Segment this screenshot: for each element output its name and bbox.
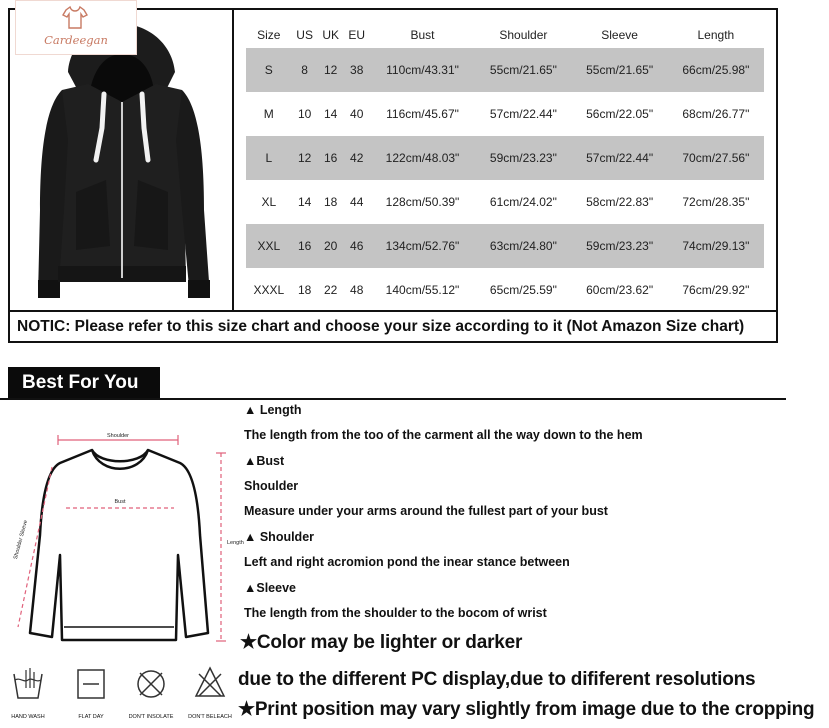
cell-length: 72cm/28.35" [682,195,750,209]
instruction-heading-sleeve: ▲Sleeve [244,581,296,595]
cell-bust: 134cm/52.76" [370,224,476,268]
cell-shoulder: 61cm/24.02" [489,195,557,209]
bust-label: Bust [114,499,126,505]
no-bleach-icon [196,668,224,696]
cell-us: 8 [292,48,318,92]
shoulder-sleeve-label: Shoulder Sleeve [12,519,30,561]
cell-size: S [246,48,292,92]
cell-size: XXL [246,224,292,268]
table-row [246,180,764,224]
cell-eu: 48 [350,283,364,297]
section-divider [0,398,786,400]
hoodie-image [10,10,232,310]
header-shoulder: Shoulder [499,28,548,42]
cell-bust: 110cm/43.31" [370,48,476,92]
best-for-you-banner: Best For You [8,367,160,398]
cell-bust: 140cm/55.12" [385,283,460,297]
cell-us: 12 [292,136,318,180]
display-note: due to the different PC display,due to dififerent resolutions [238,669,756,690]
cell-sleeve: 60cm/23.62" [586,283,654,297]
cell-uk: 14 [323,107,338,121]
instruction-heading-length: ▲ Length [244,403,302,417]
sweater-outline [30,450,208,640]
cell-sleeve: 57cm/22.44" [571,136,667,180]
table-row [246,224,764,268]
size-table-cell [234,10,780,310]
cell-shoulder: 59cm/23.23" [475,136,571,180]
cell-eu: 38 [344,48,370,92]
measurement-instructions [238,401,829,728]
cell-length: 66cm/25.98" [668,48,764,92]
care-label: HAND WASH [11,714,45,720]
header-bust: Bust [410,28,435,42]
cell-length: 76cm/29.92" [682,283,750,297]
cell-length: 70cm/27.56" [668,136,764,180]
instruction-heading-bust: ▲Bust [244,454,285,468]
cell-shoulder: 55cm/21.65" [475,48,571,92]
color-note: ★Color may be lighter or darker [240,632,523,653]
cell-uk: 20 [318,224,344,268]
header-us: US [296,28,313,42]
cell-size: M [263,107,274,121]
brand-logo [15,0,137,55]
size-table-header-row [246,22,764,48]
hand-wash-icon [14,668,42,698]
size-notice: NOTIC: Please refer to this size chart and choose your size according to it (Not Amazon Size chart) [10,310,776,341]
cell-uk: 16 [318,136,344,180]
instruction-text: Shoulder [244,479,299,493]
cell-us: 14 [297,195,312,209]
cell-sleeve: 55cm/21.65" [571,48,667,92]
print-note: ★Print position may vary slightly from image due to the cropping [238,699,815,720]
cell-shoulder: 57cm/22.44" [489,107,557,121]
cell-shoulder: 65cm/25.59" [489,283,557,297]
cell-shoulder: 63cm/24.80" [475,224,571,268]
cell-uk: 18 [323,195,338,209]
cell-bust: 122cm/48.03" [370,136,476,180]
header-eu: EU [348,28,366,42]
cell-uk: 12 [318,48,344,92]
instruction-text: The length from the too of the carment all the way down to the hem [244,428,643,442]
cell-eu: 40 [350,107,364,121]
cell-us: 18 [297,283,312,297]
header-length: Length [697,28,735,42]
cell-length: 74cm/29.13" [668,224,764,268]
cell-us: 10 [297,107,312,121]
cell-bust: 116cm/45.67" [386,107,459,121]
shoulder-label: Shoulder [106,433,130,439]
header-size: Size [257,28,281,42]
no-sun-icon [138,671,164,697]
cell-eu: 42 [344,136,370,180]
table-row [246,92,764,136]
cell-sleeve: 59cm/23.23" [571,224,667,268]
instruction-text: Measure under your arms around the fullest part of your bust [244,504,608,518]
table-row [246,48,764,92]
length-label: Length [227,540,244,546]
care-label: FLAT DAY [78,714,104,720]
care-label: DON'T INSOLATE [128,714,174,720]
size-table [246,22,764,312]
instruction-heading-shoulder: ▲ Shoulder [244,530,315,544]
size-chart-panel [8,8,778,343]
cell-eu: 46 [344,224,370,268]
header-sleeve: Sleeve [601,28,638,42]
shirt-icon [62,4,88,30]
table-row [246,268,764,312]
brand-name: Cardeegan [44,33,108,47]
care-icons [0,662,240,728]
cell-sleeve: 56cm/22.05" [586,107,654,121]
header-uk: UK [322,28,339,42]
cell-size: L [246,136,292,180]
table-row [246,136,764,180]
cell-eu: 44 [350,195,364,209]
cell-uk: 22 [323,283,338,297]
cell-sleeve: 58cm/22.83" [586,195,654,209]
cell-length: 68cm/26.77" [682,107,750,121]
hoodie-photo [10,10,234,310]
cell-size: XL [261,195,277,209]
instruction-text: Left and right acromion pond the inear stance between [244,555,570,569]
flat-dry-icon [78,670,104,698]
cell-bust: 128cm/50.39" [385,195,460,209]
instruction-text: The length from the shoulder to the bocom of wrist [244,606,547,620]
cell-us: 16 [292,224,318,268]
cell-size: XXXL [253,283,285,297]
measurement-diagram [0,405,244,655]
care-label: DON'T BELEACH [188,714,232,720]
